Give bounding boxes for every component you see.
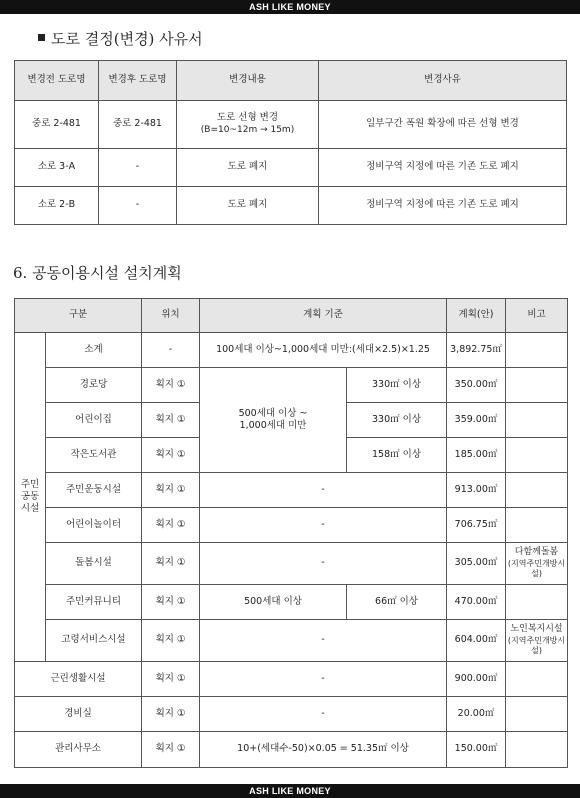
criteria-line: 500세대 이상 ~ — [238, 407, 308, 419]
group-label-line: 시설 — [20, 502, 40, 514]
table-row — [15, 368, 568, 403]
table-header-row — [15, 299, 568, 333]
cell-criteria-merged — [200, 368, 347, 473]
cell-note — [506, 403, 568, 438]
table-row — [15, 732, 568, 768]
cell-note — [506, 697, 568, 732]
cell-change: 도로 폐지 — [177, 187, 319, 225]
header-note: 비고 — [506, 299, 568, 333]
cell-criteria-area: 158㎡ 이상 — [347, 438, 447, 473]
cell-location: 획지 ① — [142, 438, 200, 473]
cell-plan: 604.00㎡ — [447, 620, 506, 662]
header-after: 변경후 도로명 — [99, 61, 177, 101]
cell-plan: 350.00㎡ — [447, 368, 506, 403]
cell-before: 소로 3-A — [15, 149, 99, 187]
cell-name: 소계 — [46, 333, 142, 368]
cell-note — [506, 662, 568, 697]
change-detail: (B=10~12m → 15m) — [200, 124, 295, 135]
cell-criteria: - — [200, 620, 447, 662]
table-row — [15, 697, 568, 732]
cell-plan: 305.00㎡ — [447, 543, 506, 585]
cell-name: 근린생활시설 — [15, 662, 142, 697]
cell-reason: 정비구역 지정에 따른 기존 도로 폐지 — [319, 187, 567, 225]
cell-note — [506, 732, 568, 768]
cell-plan: 3,892.75㎡ — [447, 333, 506, 368]
cell-location: 획지 ① — [142, 508, 200, 543]
note-detail: (지역주민개방시설) — [507, 558, 566, 579]
group-label-line: 주민 — [20, 479, 40, 491]
facility-plan-table — [14, 298, 568, 768]
change-text: 도로 선형 변경 — [216, 112, 279, 124]
header-plan: 계획(안) — [447, 299, 506, 333]
cell-criteria-area: 330㎡ 이상 — [347, 368, 447, 403]
cell-plan: 913.00㎡ — [447, 473, 506, 508]
cell-reason: 정비구역 지정에 따른 기존 도로 폐지 — [319, 149, 567, 187]
cell-plan: 359.00㎡ — [447, 403, 506, 438]
header-criteria: 계획 기준 — [200, 299, 447, 333]
table-row — [15, 333, 568, 368]
table-row — [15, 620, 568, 662]
bottom-banner: ASH LIKE MONEY — [0, 784, 580, 798]
cell-criteria-area: 330㎡ 이상 — [347, 403, 447, 438]
cell-name: 어린이놀이터 — [46, 508, 142, 543]
cell-location: - — [142, 333, 200, 368]
cell-after: - — [99, 187, 177, 225]
cell-name: 주민커뮤니티 — [46, 585, 142, 620]
cell-name: 작은도서관 — [46, 438, 142, 473]
cell-name: 주민운동시설 — [46, 473, 142, 508]
cell-criteria: 100세대 이상~1,000세대 미만:(세대×2.5)×1.25 — [200, 333, 447, 368]
cell-location: 획지 ① — [142, 620, 200, 662]
table-header-row — [15, 61, 567, 101]
cell-name: 경비실 — [15, 697, 142, 732]
cell-note — [506, 473, 568, 508]
road-change-table — [14, 60, 567, 225]
cell-name: 관리사무소 — [15, 732, 142, 768]
road-section-title — [38, 28, 203, 49]
bullet-square-icon — [38, 34, 45, 41]
header-reason: 변경사유 — [319, 61, 567, 101]
note-text: 노인복지시설 — [510, 624, 563, 635]
cell-plan: 900.00㎡ — [447, 662, 506, 697]
group-label-line: 공동 — [20, 491, 40, 503]
table-row — [15, 149, 567, 187]
cell-criteria-area: 66㎡ 이상 — [347, 585, 447, 620]
cell-location: 획지 ① — [142, 585, 200, 620]
note-text: 다함께돌봄 — [514, 547, 559, 558]
cell-criteria: 10+(세대수-50)×0.05 = 51.35㎡ 이상 — [200, 732, 447, 768]
cell-criteria: - — [200, 508, 447, 543]
top-banner: ASH LIKE MONEY — [0, 0, 580, 14]
cell-change: 도로 폐지 — [177, 149, 319, 187]
facility-section-title: 6. 공동이용시설 설치계획 — [13, 264, 182, 282]
cell-plan: 470.00㎡ — [447, 585, 506, 620]
cell-criteria: - — [200, 543, 447, 585]
header-before: 변경전 도로명 — [15, 61, 99, 101]
cell-location: 획지 ① — [142, 697, 200, 732]
table-row — [15, 473, 568, 508]
cell-name: 고령서비스시설 — [46, 620, 142, 662]
cell-change — [177, 101, 319, 149]
cell-name: 어린이집 — [46, 403, 142, 438]
cell-note — [506, 438, 568, 473]
cell-name: 돌봄시설 — [46, 543, 142, 585]
cell-after: 중로 2-481 — [99, 101, 177, 149]
cell-location: 획지 ① — [142, 368, 200, 403]
header-location: 위치 — [142, 299, 200, 333]
cell-after: - — [99, 149, 177, 187]
cell-note — [506, 620, 568, 662]
cell-location: 획지 ① — [142, 473, 200, 508]
criteria-line: 1,000세대 미만 — [239, 420, 307, 431]
cell-plan: 150.00㎡ — [447, 732, 506, 768]
cell-criteria-households: 500세대 이상 — [200, 585, 347, 620]
note-detail: (지역주민개방시설) — [507, 635, 566, 656]
cell-note — [506, 543, 568, 585]
cell-note — [506, 508, 568, 543]
road-section-title-text: 도로 결정(변경) 사유서 — [51, 30, 203, 48]
table-row — [15, 662, 568, 697]
cell-before: 중로 2-481 — [15, 101, 99, 149]
header-category: 구분 — [15, 299, 142, 333]
cell-plan: 20.00㎡ — [447, 697, 506, 732]
table-row — [15, 585, 568, 620]
cell-location: 획지 ① — [142, 662, 200, 697]
header-change: 변경내용 — [177, 61, 319, 101]
cell-note — [506, 333, 568, 368]
cell-criteria: - — [200, 662, 447, 697]
cell-criteria: - — [200, 697, 447, 732]
cell-note — [506, 368, 568, 403]
table-row — [15, 508, 568, 543]
table-row — [15, 101, 567, 149]
cell-name: 경로당 — [46, 368, 142, 403]
group-label-cell — [15, 333, 46, 662]
cell-criteria: - — [200, 473, 447, 508]
cell-location: 획지 ① — [142, 543, 200, 585]
cell-before: 소로 2-B — [15, 187, 99, 225]
cell-plan: 185.00㎡ — [447, 438, 506, 473]
cell-plan: 706.75㎡ — [447, 508, 506, 543]
cell-reason: 일부구간 폭원 확장에 따른 선형 변경 — [319, 101, 567, 149]
table-row — [15, 187, 567, 225]
table-row — [15, 543, 568, 585]
cell-location: 획지 ① — [142, 732, 200, 768]
cell-note — [506, 585, 568, 620]
cell-location: 획지 ① — [142, 403, 200, 438]
